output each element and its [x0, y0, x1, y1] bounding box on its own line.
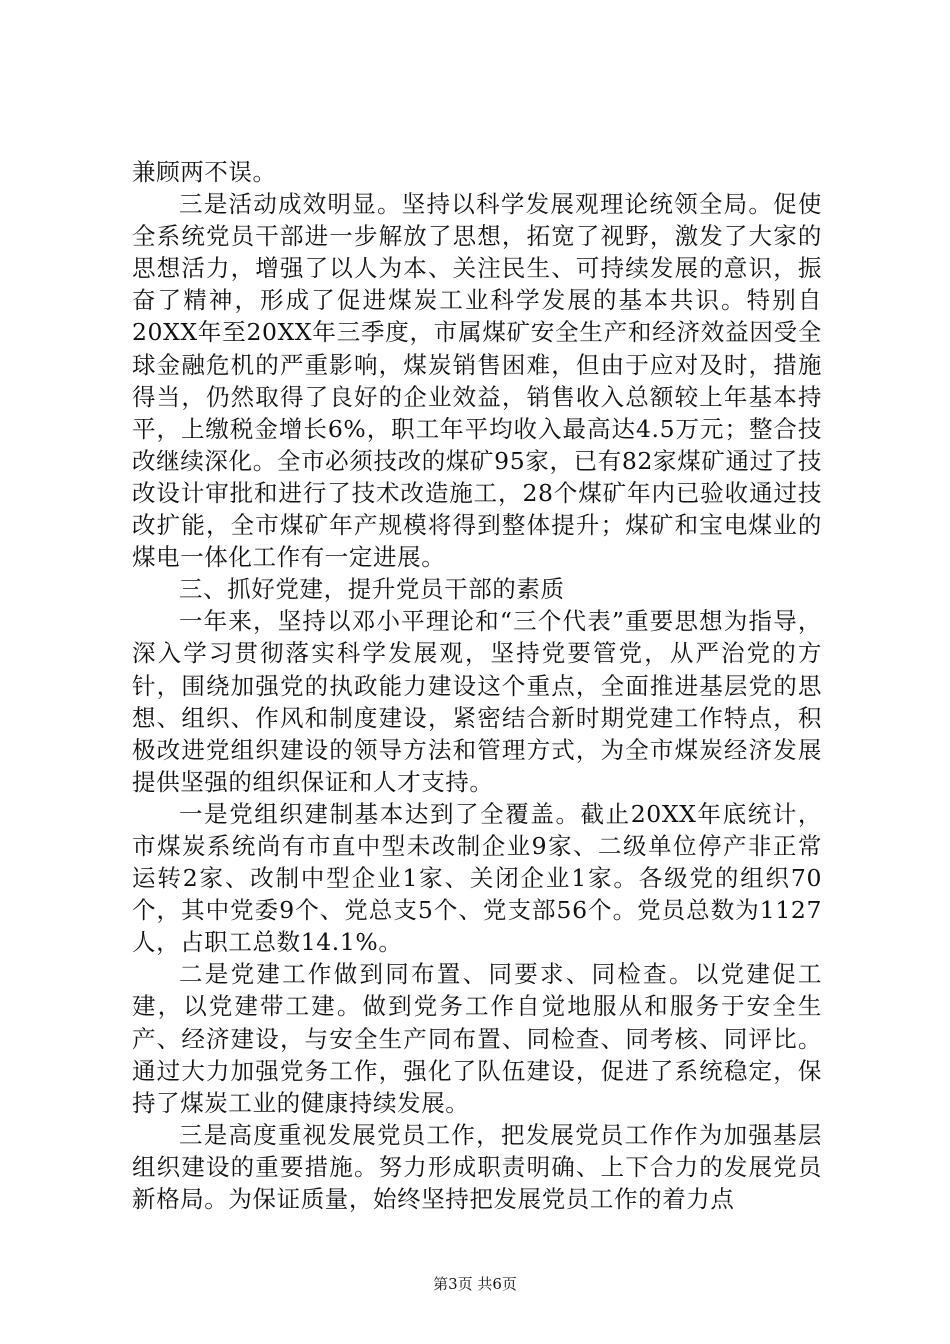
- section-heading: 三、抓好党建，提升党员干部的素质: [179, 575, 565, 604]
- paragraph-3: 一年来，坚持以邓小平理论和“三个代表”重要思想为指导，深入学习贯彻落实科学发展观，坚持党要管党，从严治党的方针，围绕加强党的执政能力建设这个重点，全面推进基层党的思想、组织、作风和制度建设，紧密结合新时期党建工作特点，积极改进党组织建设的领导方法和管理方式，为全市煤炭经济发展提供坚强的组织保证和人才支持。: [132, 607, 822, 796]
- paragraph-1: 兼顾两不误。: [132, 158, 277, 186]
- page-footer: 第3页 共6页: [433, 1275, 517, 1293]
- paragraph-5: 二是党建工作做到同布置、同要求、同检查。以党建促工建，以党建带工建。做到党务工作自觉地服从和服务于安全生产、经济建设，与安全生产同布置、同检查、同考核、同评比。通过大力加强党务工作，强化了队伍建设，促进了系统稳定，保持了煤炭工业的健康持续发展。: [132, 960, 822, 1117]
- document-body: [132, 156, 822, 1215]
- paragraph-4: 一是党组织建制基本达到了全覆盖。截止20XX年底统计，市煤炭系统尚有市直中型未改制企业9家、二级单位停产非正常运转2家、改制中型企业1家、关闭企业1家。各级党的组织70个，其中党委9个、党总支5个、党支部56个。党员总数为1127人，占职工总数14.1%。: [132, 799, 822, 957]
- paragraph-6: 三是高度重视发展党员工作，把发展党员工作作为加强基层组织建设的重要措施。努力形成职责明确、上下合力的发展党员新格局。为保证质量，始终坚持把发展党员工作的着力点: [132, 1120, 822, 1213]
- paragraph-2: 三是活动成效明显。坚持以科学发展观理论统领全局。促使全系统党员干部进一步解放了思想，拓宽了视野，激发了大家的思想活力，增强了以人为本、关注民生、可持续发展的意识，振奋了精神，形成了促进煤炭工业科学发展的基本共识。特别自20XX年至20XX年三季度，市属煤矿安全生产和经济效益因受全球金融危机的严重影响，煤炭销售困难，但由于应对及时，措施得当，仍然取得了良好的企业效益，销售收入总额较上年基本持平，上缴税金增长6%，职工年平均收入最高达4.5万元；整合技改继续深化。全市必须技改的煤矿95家，已有82家煤矿通过了技改设计审批和进行了技术改造施工，28个煤矿年内已验收通过技改扩能，全市煤矿年产规模将得到整体提升；煤矿和宝电煤业的煤电一体化工作有一定进展。: [132, 190, 822, 572]
